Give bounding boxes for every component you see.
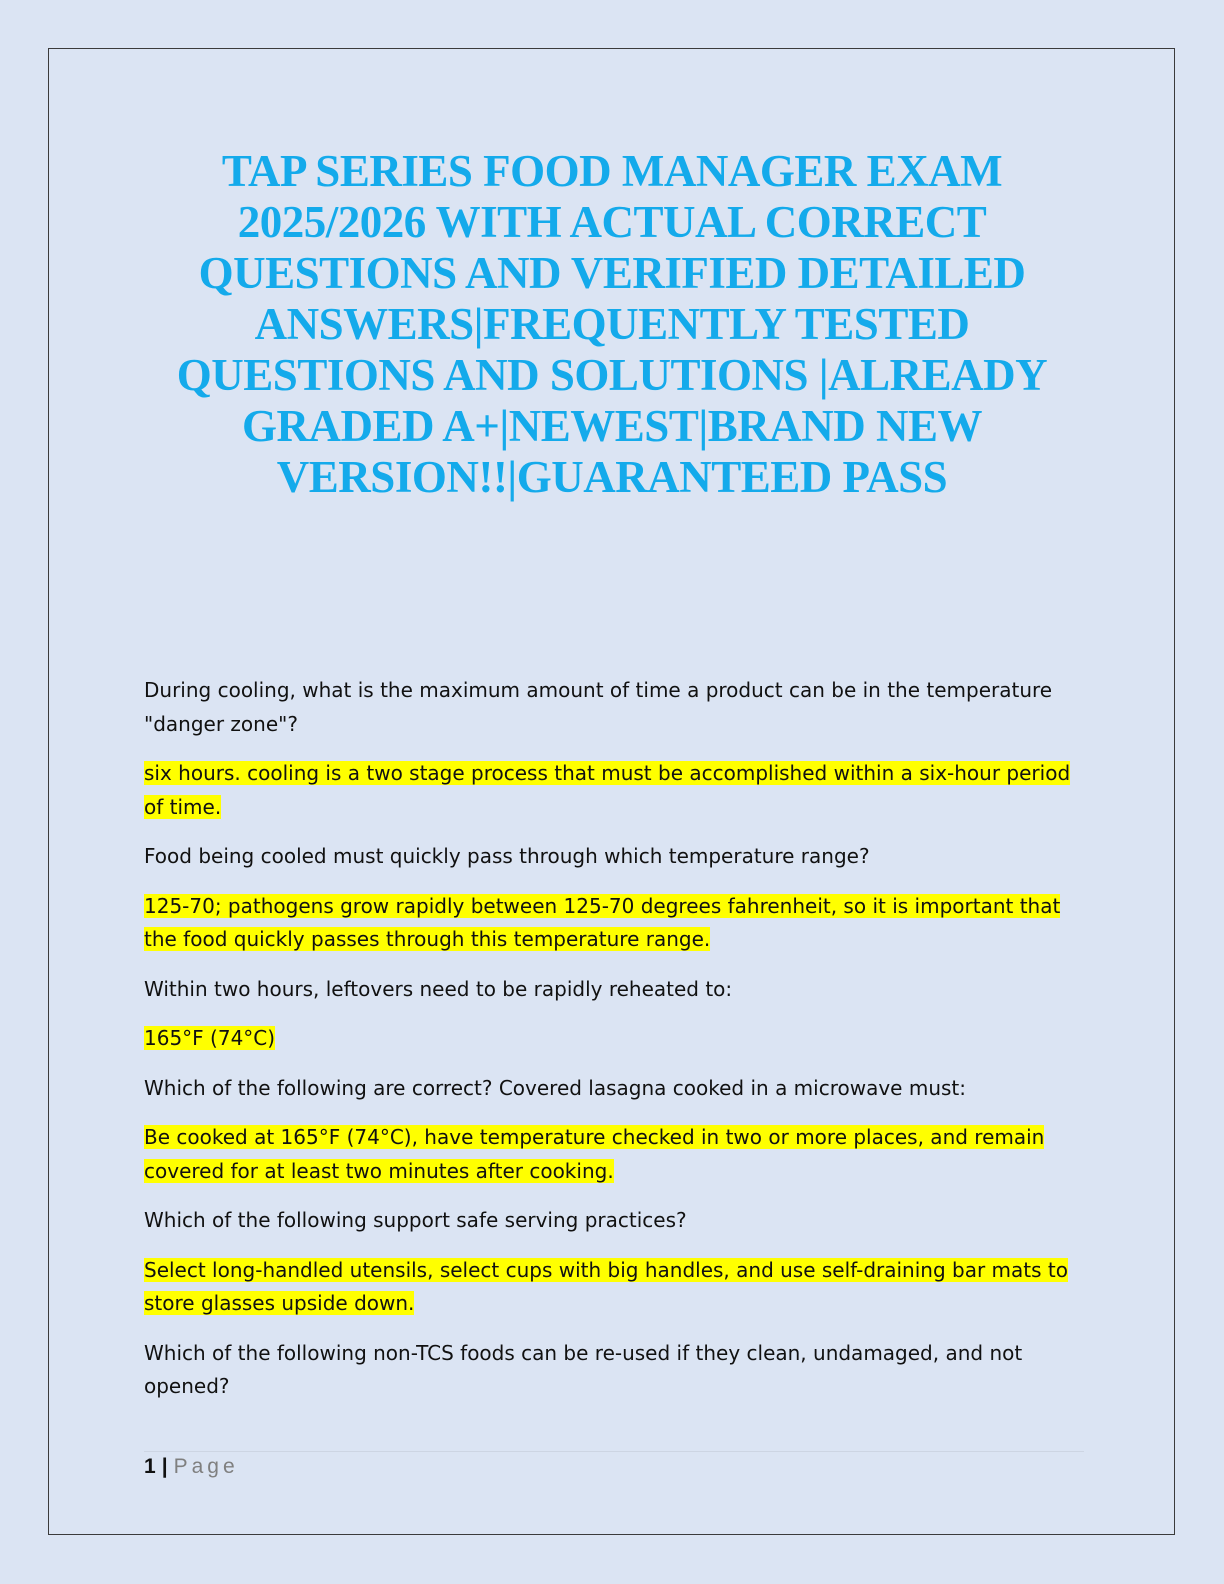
page-label: Page	[173, 1455, 239, 1478]
question-text: Which of the following support safe serving practices?	[144, 1208, 687, 1232]
answer-highlight: Be cooked at 165°F (74°C), have temperature checked in two or more places, and remain covered for at least two minutes after cooking.	[144, 1125, 1045, 1183]
qa-item	[144, 1204, 1074, 1321]
answer-highlight: 165°F (74°C)	[144, 1026, 276, 1050]
qa-item	[144, 840, 1074, 957]
footer-divider	[144, 1451, 1084, 1452]
answer-highlight: six hours. cooling is a two stage process that must be accomplished within a six-hour period of time.	[144, 761, 1071, 819]
answer-text	[144, 890, 1074, 957]
page-number: 1	[144, 1455, 156, 1478]
question-text: Which of the following non-TCS foods can be re-used if they clean, undamaged, and not opened?	[144, 1340, 1023, 1398]
answer-highlight: 125-70; pathogens grow rapidly between 125-70 degrees fahrenheit, so it is important that the food quickly passes through this temperature range.	[144, 893, 1061, 951]
page-footer	[144, 1455, 239, 1479]
answer-highlight: Select long-handled utensils, select cups with big handles, and use self-draining bar mats to store glasses upside down.	[144, 1257, 1068, 1315]
question-text: Within two hours, leftovers need to be rapidly reheated to:	[144, 976, 733, 1001]
document-title: TAP SERIES FOOD MANAGER EXAM 2025/2026 WITH ACTUAL CORRECT QUESTIONS AND VERIFIED DETAILED ANSWERS|FREQUENTLY TESTED QUESTIONS AND SOLUTIONS |ALREADY GRADED A+|NEWEST|BRAND NEW VERSION!!|GUARANTEED PASS	[176, 146, 1048, 502]
qa-item	[144, 1337, 1074, 1404]
answer-text	[144, 1254, 1074, 1321]
qa-content	[144, 674, 1074, 1420]
question-text: Food being cooled must quickly pass through which temperature range?	[144, 844, 870, 868]
answer-text	[144, 1121, 1074, 1188]
qa-item	[144, 674, 1074, 824]
qa-item	[144, 1072, 1074, 1189]
question-text: During cooling, what is the maximum amount of time a product can be in the temperature "danger zone"?	[144, 678, 1053, 736]
qa-item	[144, 973, 1074, 1056]
page-separator: |	[161, 1455, 168, 1478]
answer-text	[144, 1022, 1074, 1056]
question-text: Which of the following are correct? Covered lasagna cooked in a microwave must:	[144, 1075, 967, 1100]
answer-text	[144, 757, 1074, 824]
